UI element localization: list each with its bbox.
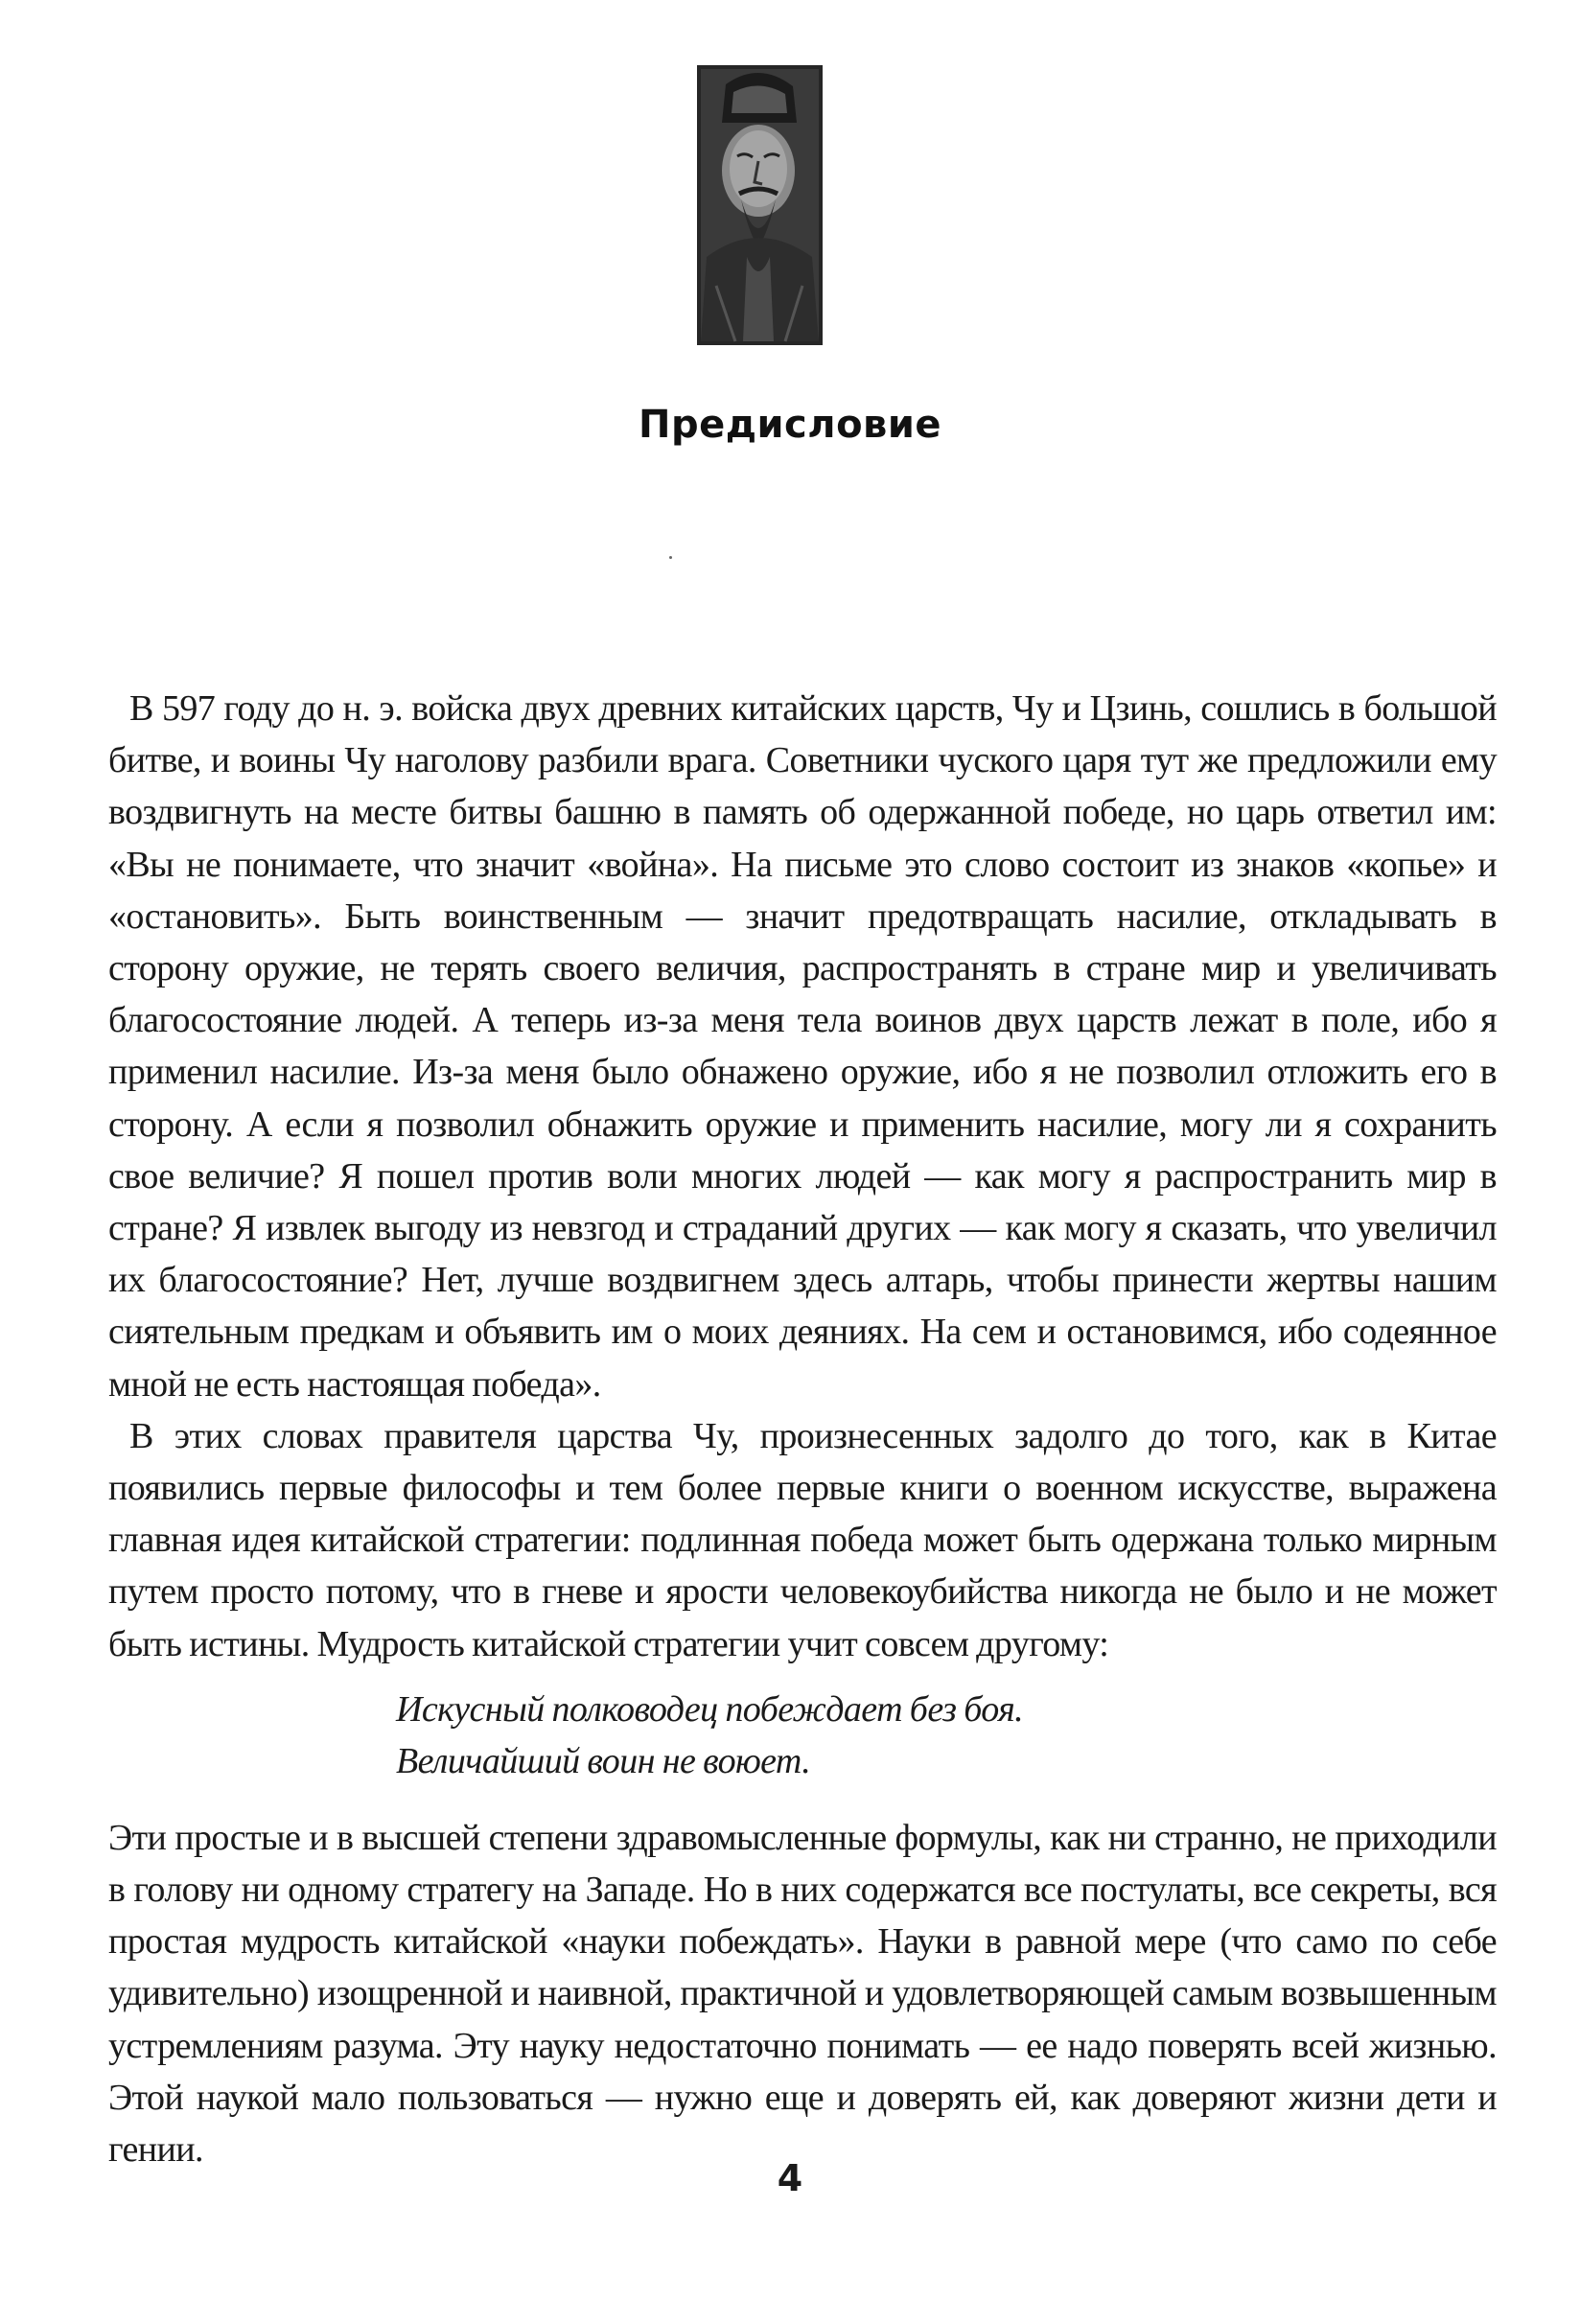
epigraph-quote	[396, 1684, 1497, 1787]
quote-line-1: Искусный полководец побеждает без боя.	[396, 1688, 1024, 1730]
page-number: 4	[777, 2157, 803, 2199]
paragraph-3: Эти простые и в высшей степени здравомысленные формулы, как ни странно, не приходили в голову ни одному стратегу на Западе. Но в них содержатся все постулаты, все секреты, вся простая мудрость китайской «науки побеждать». Науки в равной мере (что само по себе удивительно) изощренной и наивной, практичной и удовлетворяющей самым возвышенным устремлениям разума. Эту науку недостаточно понимать — ее надо поверять всей жизнью. Этой наукой мало пользоваться — нужно еще и доверять ей, как доверяют жизни дети и гении.	[108, 1817, 1497, 2171]
paragraph-1: В 597 году до н. э. войска двух древних китайских царств, Чу и Цзинь, сошлись в большой битве, и воины Чу наголову разбили врага. Советники чуского царя тут же предложили ему воздвигнуть на месте битвы башню в память об одержанной победе, но царь ответил им: «Вы не понимаете, что значит «война». На письме это слово состоит из знаков «копье» и «остановить». Быть воинственным — значит предотвращать насилие, откладывать в сторону оружие, не терять своего величия, распространять в стране мир и увеличивать благосостояние людей. А теперь из-за меня тела воинов двух царств лежат в поле, ибо я применил насилие. Из-за меня было обнажено оружие, ибо я не позволил отложить его в сторону. А если я позволил обнажить оружие и применить насилие, могу ли я сохранить свое величие? Я пошел против воли многих людей — как могу я распространить мир в стране? Я извлек выгоду из невзгод и страданий других — как могу я сказать, что увеличил их благосостояние? Нет, лучше воздвигнем здесь алтарь, чтобы принести жертвы нашим сиятельным предкам и объявить им о моих деяниях. На сем и остановимся, ибо содеянное мной не есть настоящая победа».	[108, 688, 1497, 1405]
body-text	[108, 683, 1497, 2175]
sage-portrait-icon	[697, 65, 823, 345]
quote-line-2: Величайший воин не воюет.	[396, 1740, 811, 1781]
portrait-image	[697, 65, 823, 345]
chapter-title: Предисловие	[638, 403, 942, 447]
paragraph-2: В этих словах правителя царства Чу, произнесенных задолго до того, как в Китае появились первые философы и тем более первые книги о военном искусстве, выражена главная идея китайской стратегии: подлинная победа может быть одержана только мирным путем просто потому, что в гневе и ярости человекоубийства никогда не было и не может быть истины. Мудрость китайской стратегии учит совсем другому:	[108, 1415, 1497, 1664]
stray-mark	[669, 556, 672, 559]
